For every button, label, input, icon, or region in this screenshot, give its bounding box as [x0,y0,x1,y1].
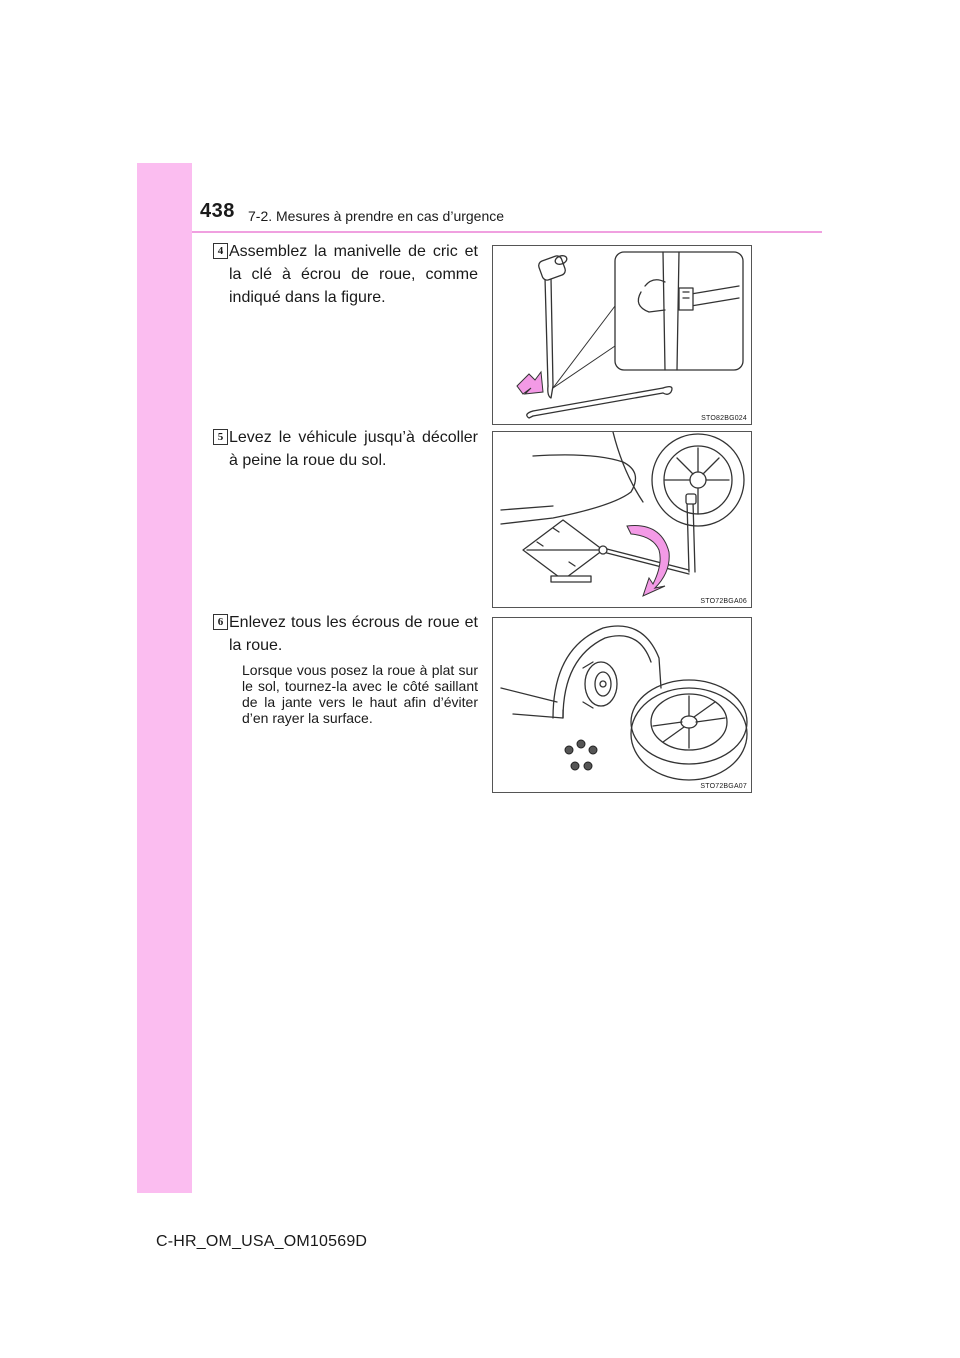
figure-assemble-jack-handle [492,245,752,425]
section-title: 7-2. Mesures à prendre en cas d’urgence [248,208,505,224]
header-rule [192,231,822,233]
step-number-6: 6 [213,614,228,630]
jack-raising-illustration [493,432,751,607]
step-4-text: Assemblez la manivelle de cric et la clé à écrou de roue, comme indiqué dans la figure. [229,243,478,306]
figure-code: STO72BGA06 [700,598,747,605]
figure-code: STO72BGA07 [700,783,747,790]
jack-handle-illustration [493,246,751,424]
figure-code: STO82BG024 [701,415,747,422]
footer-doc-code: C-HR_OM_USA_OM10569D [156,1233,368,1250]
step-number-5: 5 [213,429,228,445]
step-5-text: Levez le véhicule jusqu’à décoller à peine la roue du sol. [229,429,478,469]
side-band [137,163,192,1193]
figure-raise-vehicle [492,431,752,608]
figure-remove-wheel [492,617,752,793]
step-6-text: Enlevez tous les écrous de roue et la roue. [229,614,478,654]
page-number: 438 [200,200,235,222]
step-6-note: Lorsque vous posez la roue à plat sur le sol, tournez-la avec le côté saillant de la jante vers le haut afin d’éviter d’en rayer la surface. [242,662,478,726]
wheel-removal-illustration [493,618,751,792]
step-number-4: 4 [213,243,228,259]
